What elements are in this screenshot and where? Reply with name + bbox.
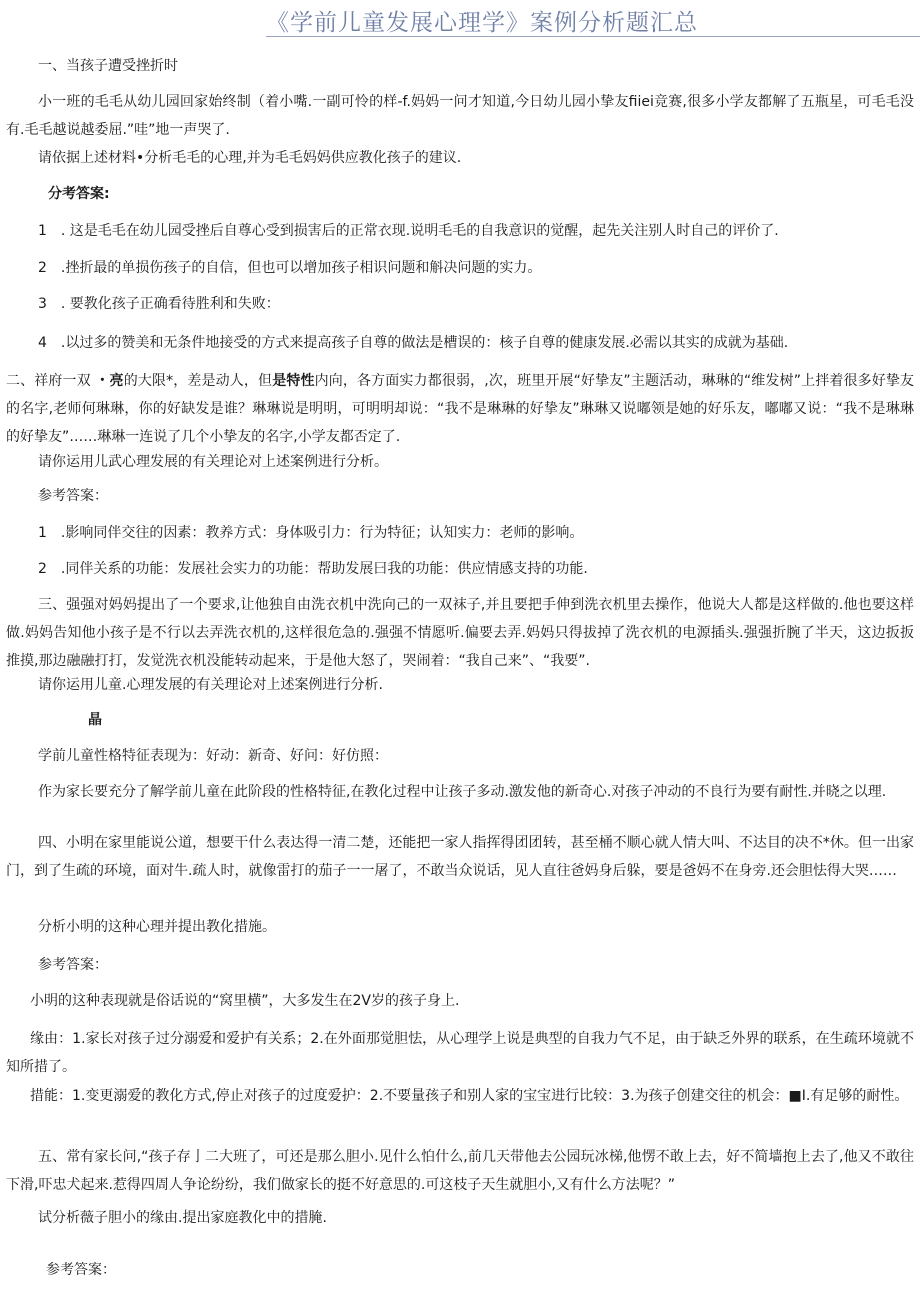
case1-answer-3: 3 . 要教化孩子正确看待胜利和失败：: [38, 296, 280, 312]
case1-answer-2: 2 .挫折最的单损伤孩子的自信，但也可以增加孩子相识问题和斛决问题的实力。: [38, 260, 542, 276]
case4-answer-label: 参考答案：: [38, 957, 108, 973]
case2-story-bold-b: 是特性: [272, 373, 315, 389]
case2-answer-label: 参考答案：: [38, 488, 108, 504]
case2-story-part-a: 二、祥府一双: [6, 373, 96, 389]
case1-answer-1: 1 . 这是毛毛在幼儿园受挫后自尊心受到损害后的正常衣现.说明毛毛的自我意识的觉醒，起先关注别人时自己的评价了.: [38, 223, 779, 239]
case3-answer-1: 学前儿童性格特征表现为：好动：新奇、好问：好仿照：: [38, 748, 388, 764]
case1-answer-label: 分考答案:: [48, 186, 110, 202]
case2-story-part-b: 的大限*，差是动人，但: [123, 373, 273, 389]
case4-story: 四、小明在家里能说公道，想要干什么表达得一清二楚，还能把一家人指挥得团团转，甚至桶不顺心就人情大叫、不达目的决不*休。但一出家门，到了生疏的环境，面对牛.疏人时，就像雷打的茄子一一屠了，不敢当众说话，见人直往爸妈身后躲，要是爸妈不在身旁.还会胆怯得大哭……: [6, 835, 914, 879]
case3-answer-label: 晶: [88, 712, 102, 728]
case4-answer-2: 缘由：1.家长对孩子过分溺爱和爱护有关系；2.在外面那觉胆怯，从心理学上说是典型的自我力气不足，由于缺乏外界的联系，在生疏环境就不知所措了。: [6, 1031, 914, 1075]
case2-question: 请你运用儿武心理发展的有关理论对上述案例进行分析。: [38, 454, 388, 470]
case1-heading: 一、当孩子遭受挫折时: [38, 58, 178, 74]
case3-question: 请你运用儿童.心理发展的有关理论对上述案例进行分析.: [38, 677, 383, 693]
case5-story: 五、常有家长问,“孩子存亅二大班了，可还是那么胆小.见什么怕什么,前几天带他去公园玩冰梯,他愣不敢上去，好不简墙抱上去了,他又不敢往下滑,吓忠犬起来.惹得四周人争论纷纷，我们做家长的挺不好意思的.可这枝子天生就胆小,又有什么方法呢？”: [6, 1149, 914, 1193]
case3-story: 三、强强对妈妈提出了一个要求,让他独自由洗衣机中洗向己的一双袜子,并且要把手伸到洗衣机里去操作，他说大人都是这样做的.他也要这样做.妈妈告知他小孩子是不行以去弄洗衣机的,这样很危急的.强强不情愿听.偏要去弄.妈妈只得拔掉了洗衣机的电源插头.强强折腕了半天，这边扳扳推摸,那边融融打打，发觉洗衣机没能转动起来，于是他大怒了，哭闹着：“我自己来”、“我要”.: [6, 597, 914, 669]
case2-answer-2: 2 .同伴关系的功能：发展社会实力的功能：帮助发展曰我的功能：供应情感支持的功能.: [38, 561, 588, 577]
case2-story: [6, 367, 914, 451]
case4-question: 分析小明的这种心理并提出教化措施。: [38, 919, 276, 935]
case2-story-part-c: 内向，各方面实力都很弱，,次，班里开展“好挚友”主题活动，琳琳的“维发树”上拌着很多好挚友的名字,老师何琳琳，你的好缺发是谁？琳琳说是明明，可明明却说：“我不是琳琳的好挚友”琳琳又说嘟领是她的好乐友，嘟嘟又说：“我不是琳琳的好挚友”……琳琳一连说了几个小挚友的名字,小学友都否定了.: [6, 373, 915, 445]
title-underline: [266, 36, 920, 37]
page-title: 《学前儿童发展心理学》案例分析题汇总: [266, 10, 698, 36]
case4-answer-1: 小明的这种表现就是俗话说的“窝里横”，大多发生在2V岁的孩子身上.: [30, 993, 460, 1009]
case2-story-bold-a: ・亮: [95, 373, 124, 389]
case1-question: 请依据上述材料•分析毛毛的心理,并为毛毛妈妈供应教化孩子的建议.: [38, 150, 462, 166]
case1-answer-4: 4 .以过多的赞美和无条件地接受的方式来提高孩子自尊的做法是槽误的：核子自尊的健康发展.必需以其实的成就为基础.: [38, 335, 789, 351]
case1-story: 小一班的毛毛从幼儿园回家始终制（着小嘴.一副可怜的样-f.妈妈一问才知道,今日幼儿园小挚友fiiei竞赛,很多小学友都解了五瓶星，可毛毛没有.毛毛越说越委屈.”哇”地一声哭了.: [6, 94, 914, 138]
case5-question: 试分析薇子胆小的缘由.提出家庭教化中的措腌.: [38, 1210, 327, 1226]
case4-answer-3: 措能：1.变更溺爱的教化方式,停止对孩子的过度爱护：2.不要量孩子和别人家的宝宝进行比较：3.为孩子创建交往的机会：■I.有足够的耐性。: [30, 1088, 909, 1104]
case3-answer-2: 作为家长要充分了解学前儿童在此阶段的性格特征,在教化过程中让孩子多动.激发他的新奇心.对孩子冲动的不良行为要有耐性.并晓之以理.: [38, 784, 887, 800]
case2-answer-1: 1 .影响同伴交往的因素：教养方式：身体吸引力：行为特征；认知实力：老师的影响。: [38, 525, 584, 541]
case5-answer-label: 参考答案：: [46, 1262, 116, 1278]
